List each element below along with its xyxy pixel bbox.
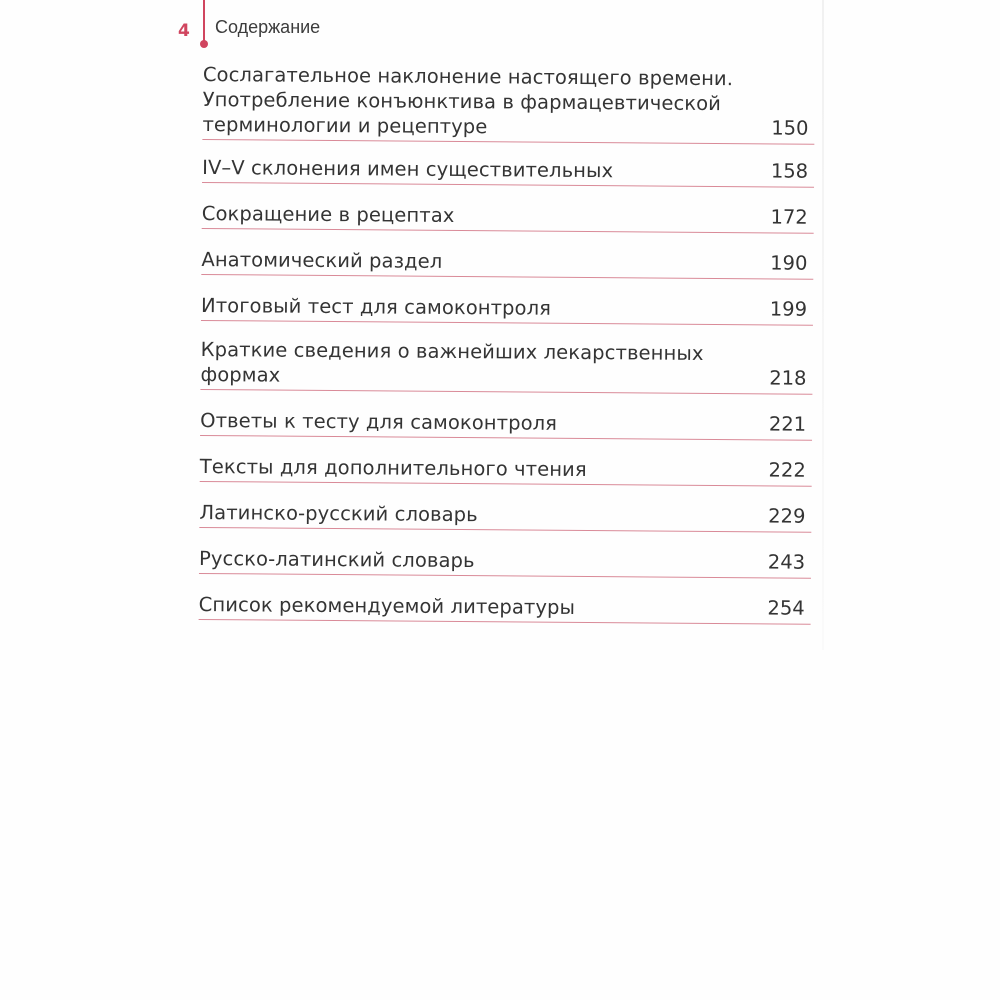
- toc-entry-title: Латинско-русский словарь: [199, 500, 478, 527]
- toc-entry-page: 190: [770, 251, 808, 275]
- toc-entry-title: Тексты для дополнительного чтения: [199, 454, 587, 482]
- header-marker-dot: [200, 40, 208, 48]
- toc-entry-page: 221: [768, 412, 807, 436]
- toc-entry[interactable]: [201, 247, 813, 280]
- toc-entry[interactable]: [200, 337, 812, 395]
- toc-entry-page: 222: [768, 458, 806, 482]
- toc-entry-title: Краткие сведения о важнейших лекарственных формах: [200, 337, 704, 387]
- toc-entry[interactable]: [202, 201, 814, 234]
- toc-entry-page: 172: [770, 205, 808, 229]
- toc-entry-title: Итоговый тест для самоконтроля: [200, 293, 552, 320]
- toc-entry[interactable]: [202, 155, 814, 188]
- toc-entry-title: Сослагательное наклонение настоящего времени. Употребление конъюнктива в фармацевтической терминологии и рецептуре: [202, 62, 734, 139]
- toc-entry-page: 229: [768, 504, 806, 528]
- page-header: [178, 16, 198, 46]
- toc-entry-page: 254: [767, 596, 805, 620]
- toc-entry-title: Русско-латинский словарь: [198, 546, 475, 573]
- toc-entry-title: Анатомический раздел: [201, 247, 443, 273]
- toc-entry-page: 243: [767, 550, 806, 574]
- toc-entry-title: IV–V склонения имен существительных: [202, 155, 614, 183]
- toc-entry-title: Сокращение в рецептах: [201, 201, 455, 227]
- page-title: Содержание: [215, 17, 321, 37]
- header-divider: [203, 0, 205, 44]
- toc-entry[interactable]: [202, 60, 815, 145]
- toc-entry-title: Список рекомендуемой литературы: [198, 592, 576, 619]
- toc-entry[interactable]: [200, 408, 812, 441]
- toc-entry-title: Ответы к тесту для самоконтроля: [200, 408, 558, 435]
- toc-entry-page: 199: [769, 297, 808, 321]
- toc-entry-page: 158: [770, 159, 809, 183]
- toc-entry[interactable]: [199, 592, 811, 625]
- toc-entry-page: 150: [771, 116, 809, 140]
- table-of-contents: [199, 60, 815, 625]
- page-number: 4: [178, 21, 190, 41]
- toc-entry[interactable]: [200, 454, 812, 487]
- toc-entry[interactable]: [201, 293, 813, 326]
- toc-entry[interactable]: [199, 500, 811, 533]
- page-edge: [822, 0, 824, 650]
- toc-entry-page: 218: [769, 366, 807, 390]
- toc-entry[interactable]: [199, 546, 811, 579]
